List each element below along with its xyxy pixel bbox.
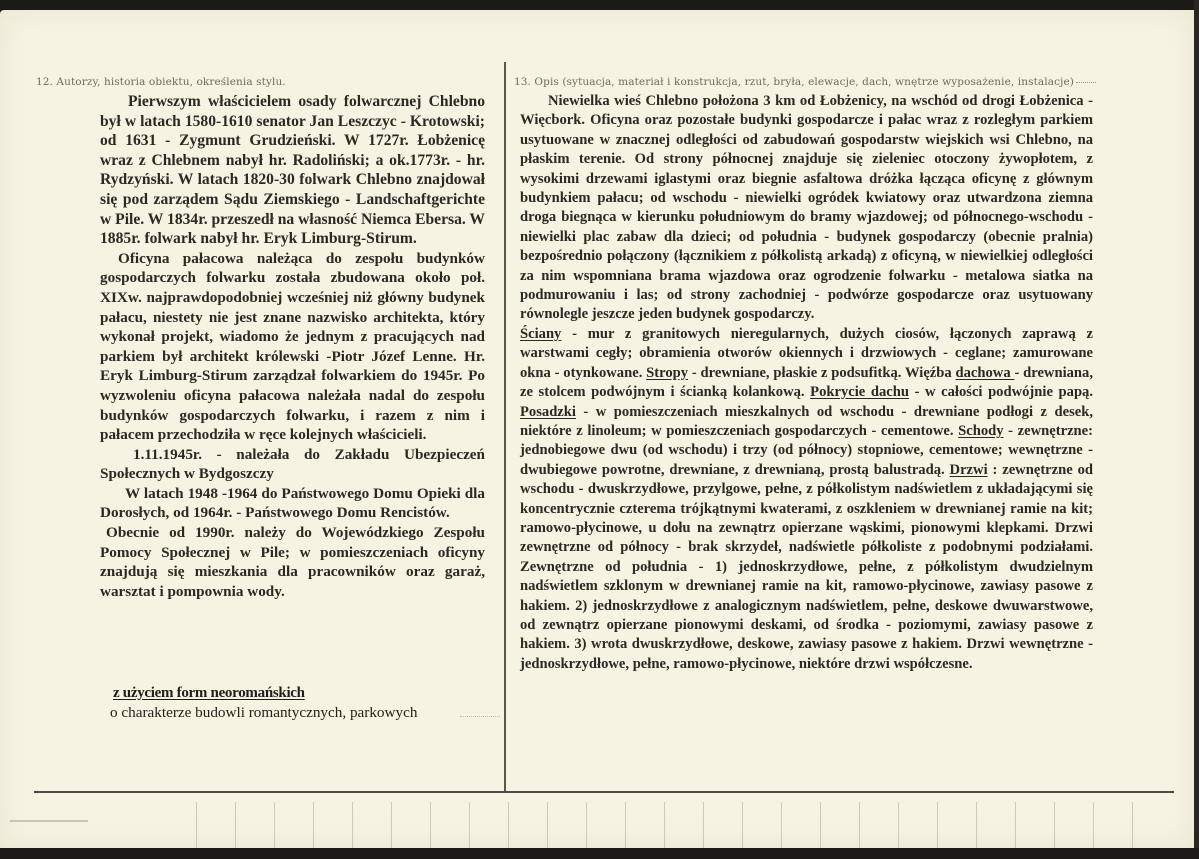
term-pokrycie: Pokrycie dachu	[810, 384, 909, 401]
style-subtitle: o charakterze budowli romantycznych, parkowych	[110, 704, 418, 721]
term-dachowa-text: - drewniana, ze stolcem podwójnym i ścianką kolankową.	[520, 364, 1093, 401]
column-divider	[504, 62, 506, 792]
history-paragraph-1945: 1.11.1945r. - należała do Zakładu Ubezpieczeń Społecznych w Bydgoszczy	[100, 445, 485, 483]
style-definition	[110, 684, 417, 722]
dotted-leader	[1076, 82, 1096, 83]
term-stropy: Stropy	[646, 364, 689, 381]
form-grid-ticks	[0, 796, 1194, 854]
scan-border-bottom	[0, 848, 1199, 859]
section-12-label: 12. Autorzy, historia obiektu, określenia stylu.	[36, 76, 286, 88]
term-dachowa: dachowa	[955, 364, 1015, 381]
dotted-leader	[460, 716, 500, 717]
term-schody: Schody	[958, 422, 1004, 439]
history-paragraph-1948: W latach 1948 -1964 do Państwowego Domu Opieki dla Dorosłych, od 1964r. - Państwowego Domu Rencistów.	[100, 484, 485, 522]
term-posadzki: Posadzki	[520, 403, 576, 420]
section-13-description-column	[520, 92, 1093, 674]
term-schody-text: - zewnętrzne: jednobiegowe dwu (od wschodu) i trzy (od północy) stopniowe, cementowe; wewnętrzne - dwubiegowe powrotne, drewniane, z drewnianą, prostą balustradą.	[520, 422, 1093, 478]
section-13-label-wrap	[514, 76, 1096, 88]
history-paragraph-annex: Oficyna pałacowa należąca do zespołu budynków gospodarczych folwarku została zbudowana około poł. XIXw. najprawdopodobniej wcześniej niż główny budynek pałacu, niestety nie jest znane nazwisko architekta, który wykonał projekt, wiadomo że jednym z pracujących nad parkiem był architekt królewski -Piotr Józef Lenne. Hr. Eryk Limburg-Stirum zarządzał folwarkiem do 1945r. Po wyzwoleniu oficyna pałacowa należała nadal do zespołu budynków gospodarczych folwarku, i razem z nim i pałacem przechodziła w ręce kolejnych właścicieli.	[100, 249, 485, 444]
section-12-history-column	[100, 92, 485, 601]
scanned-document-page	[0, 10, 1194, 848]
section-13-label: 13. Opis (sytuacja, materiał i konstrukcja, rzut, bryła, elewacje, dach, wnętrze wyposażenie, instalacje)	[514, 76, 1074, 88]
scan-artifact	[10, 820, 88, 822]
style-title: z użyciem form neoromańskich	[113, 685, 305, 701]
form-bottom-rule	[34, 791, 1174, 793]
history-paragraph-owners: Pierwszym właścicielem osady folwarcznej Chlebno był w latach 1580-1610 senator Jan Leszczyc - Krotowski; od 1631 - Zygmunt Grudzieński. W 1727r. Łobżenicę wraz z Chlebnem nabył hr. Radoliński; a ok.1773r. - hr. Rydzyński. W latach 1820-30 folwark Chlebno znajdował się pod zarządem Sądu Ziemskiego - Landschaftgerichte w Pile. W 1834r. przeszedł na własność Niemca Ebersa. W 1885r. folwark nabył hr. Eryk Limburg-Stirum.	[100, 93, 485, 248]
term-sciany: Ściany	[520, 325, 562, 342]
term-pokrycie-text: - w całości podwójnie papą.	[908, 384, 1094, 401]
description-paragraph-location: Niewielka wieś Chlebno położona 3 km od Łobżenicy, na wschód od drogi Łobżenica - Więcbork. Oficyna oraz pozostałe budynki gospodarcze i pałac wraz z rozległym parkiem usytuowane w znacznej odległości od zabudowań gospodarstw wiejskich wsi Chlebno, na płaskim terenie. Od strony północnej znajduje się zieleniec otoczony żywopłotem, z wysokimi drzewami iglastymi oraz biegnie asfaltowa dróżka łącząca oficynę z głównym budynkiem pałacu; od wschodu - niewielki ogródek kwiatowy oraz utwardzona ziemna droga biegnąca w kierunku południowym do bramy wjazdowej; od północnego-wschodu - niewielki plac zabaw dla dzieci; od południa - budynek gospodarczy (obecnie pralnia) bezpośrednio połączony (łącznikiem z półkolistą arkadą) z oficyną, w niewielkiej odległości za nim wspomniana brama wjazdowa oraz ogrodzenie folwarku - metalowa siatka na podmurowaniu i las; od strony zachodniej - podwórze gospodarcze oraz usytuowany równolegle jeszcze jeden budynek gospodarczy.	[520, 93, 1093, 323]
term-posadzki-text: - w pomieszczeniach mieszkalnych od wschodu - drewniane podłogi z desek, niektóre z linoleum; w pomieszczeniach gospodarczych - cementowe.	[520, 403, 1093, 439]
term-drzwi-text: : zewnętrzne od wschodu - dwuskrzydłowe, przylgowe, pełne, z półkolistym nadświetlem z układającymi się koncentrycznie czterema trójkątnymi kwaterami, z oszkleniem w drewnianej ramie na kit; ramowo-płycinowe, u dołu na zewnątrz opierzane wąskimi, pionowymi klepkami. Drzwi zewnętrzne od północy - brak skrzydeł, nadświetle półkoliste z podobnymi podziałami. Zewnętrzne od południa - 1) jednoskrzydłowe, pełne, z półkolistym dwudzielnym nadświetlem szklonym w drewnianej ramie na kit, ramowo-płycinowe, zawiasy pasowe z hakiem. 2) jednoskrzydłowe z analogicznym nadświetlem, pełne, deskowe dwuwarstwowe, od zewnątrz opierzane pionowymi deskami, od środka - poziomymi, zawiasy pasowe z hakiem. 3) wrota dwuskrzydłowe, deskowe, zawiasy pasowe z hakiem. Drzwi wewnętrzne - jednoskrzydłowe, pełne, ramowo-płycinowe, niektóre drzwi współczesne.	[520, 461, 1094, 672]
description-paragraph-construction	[520, 325, 1093, 674]
term-drzwi: Drzwi	[949, 461, 988, 478]
scan-border-right	[1194, 0, 1199, 859]
history-paragraph-1990: Obecnie od 1990r. należy do Wojewódzkiego Zespołu Pomocy Społecznej w Pile; w pomieszczeniach oficyny znajdują się mieszkania dla pracowników oraz garaż, warsztat i pompownia wody.	[100, 524, 485, 600]
term-sciany-text: - mur z granitowych nieregularnych, dużych ciosów, łączonych zaprawą z warstwami cegły; obramienia otworów okiennych i drzwiowych - ceglane; zamurowane okna - otynkowane.	[520, 325, 1093, 381]
term-stropy-text: - drewniane, płaskie z podsufitką. Więźba	[688, 364, 956, 381]
